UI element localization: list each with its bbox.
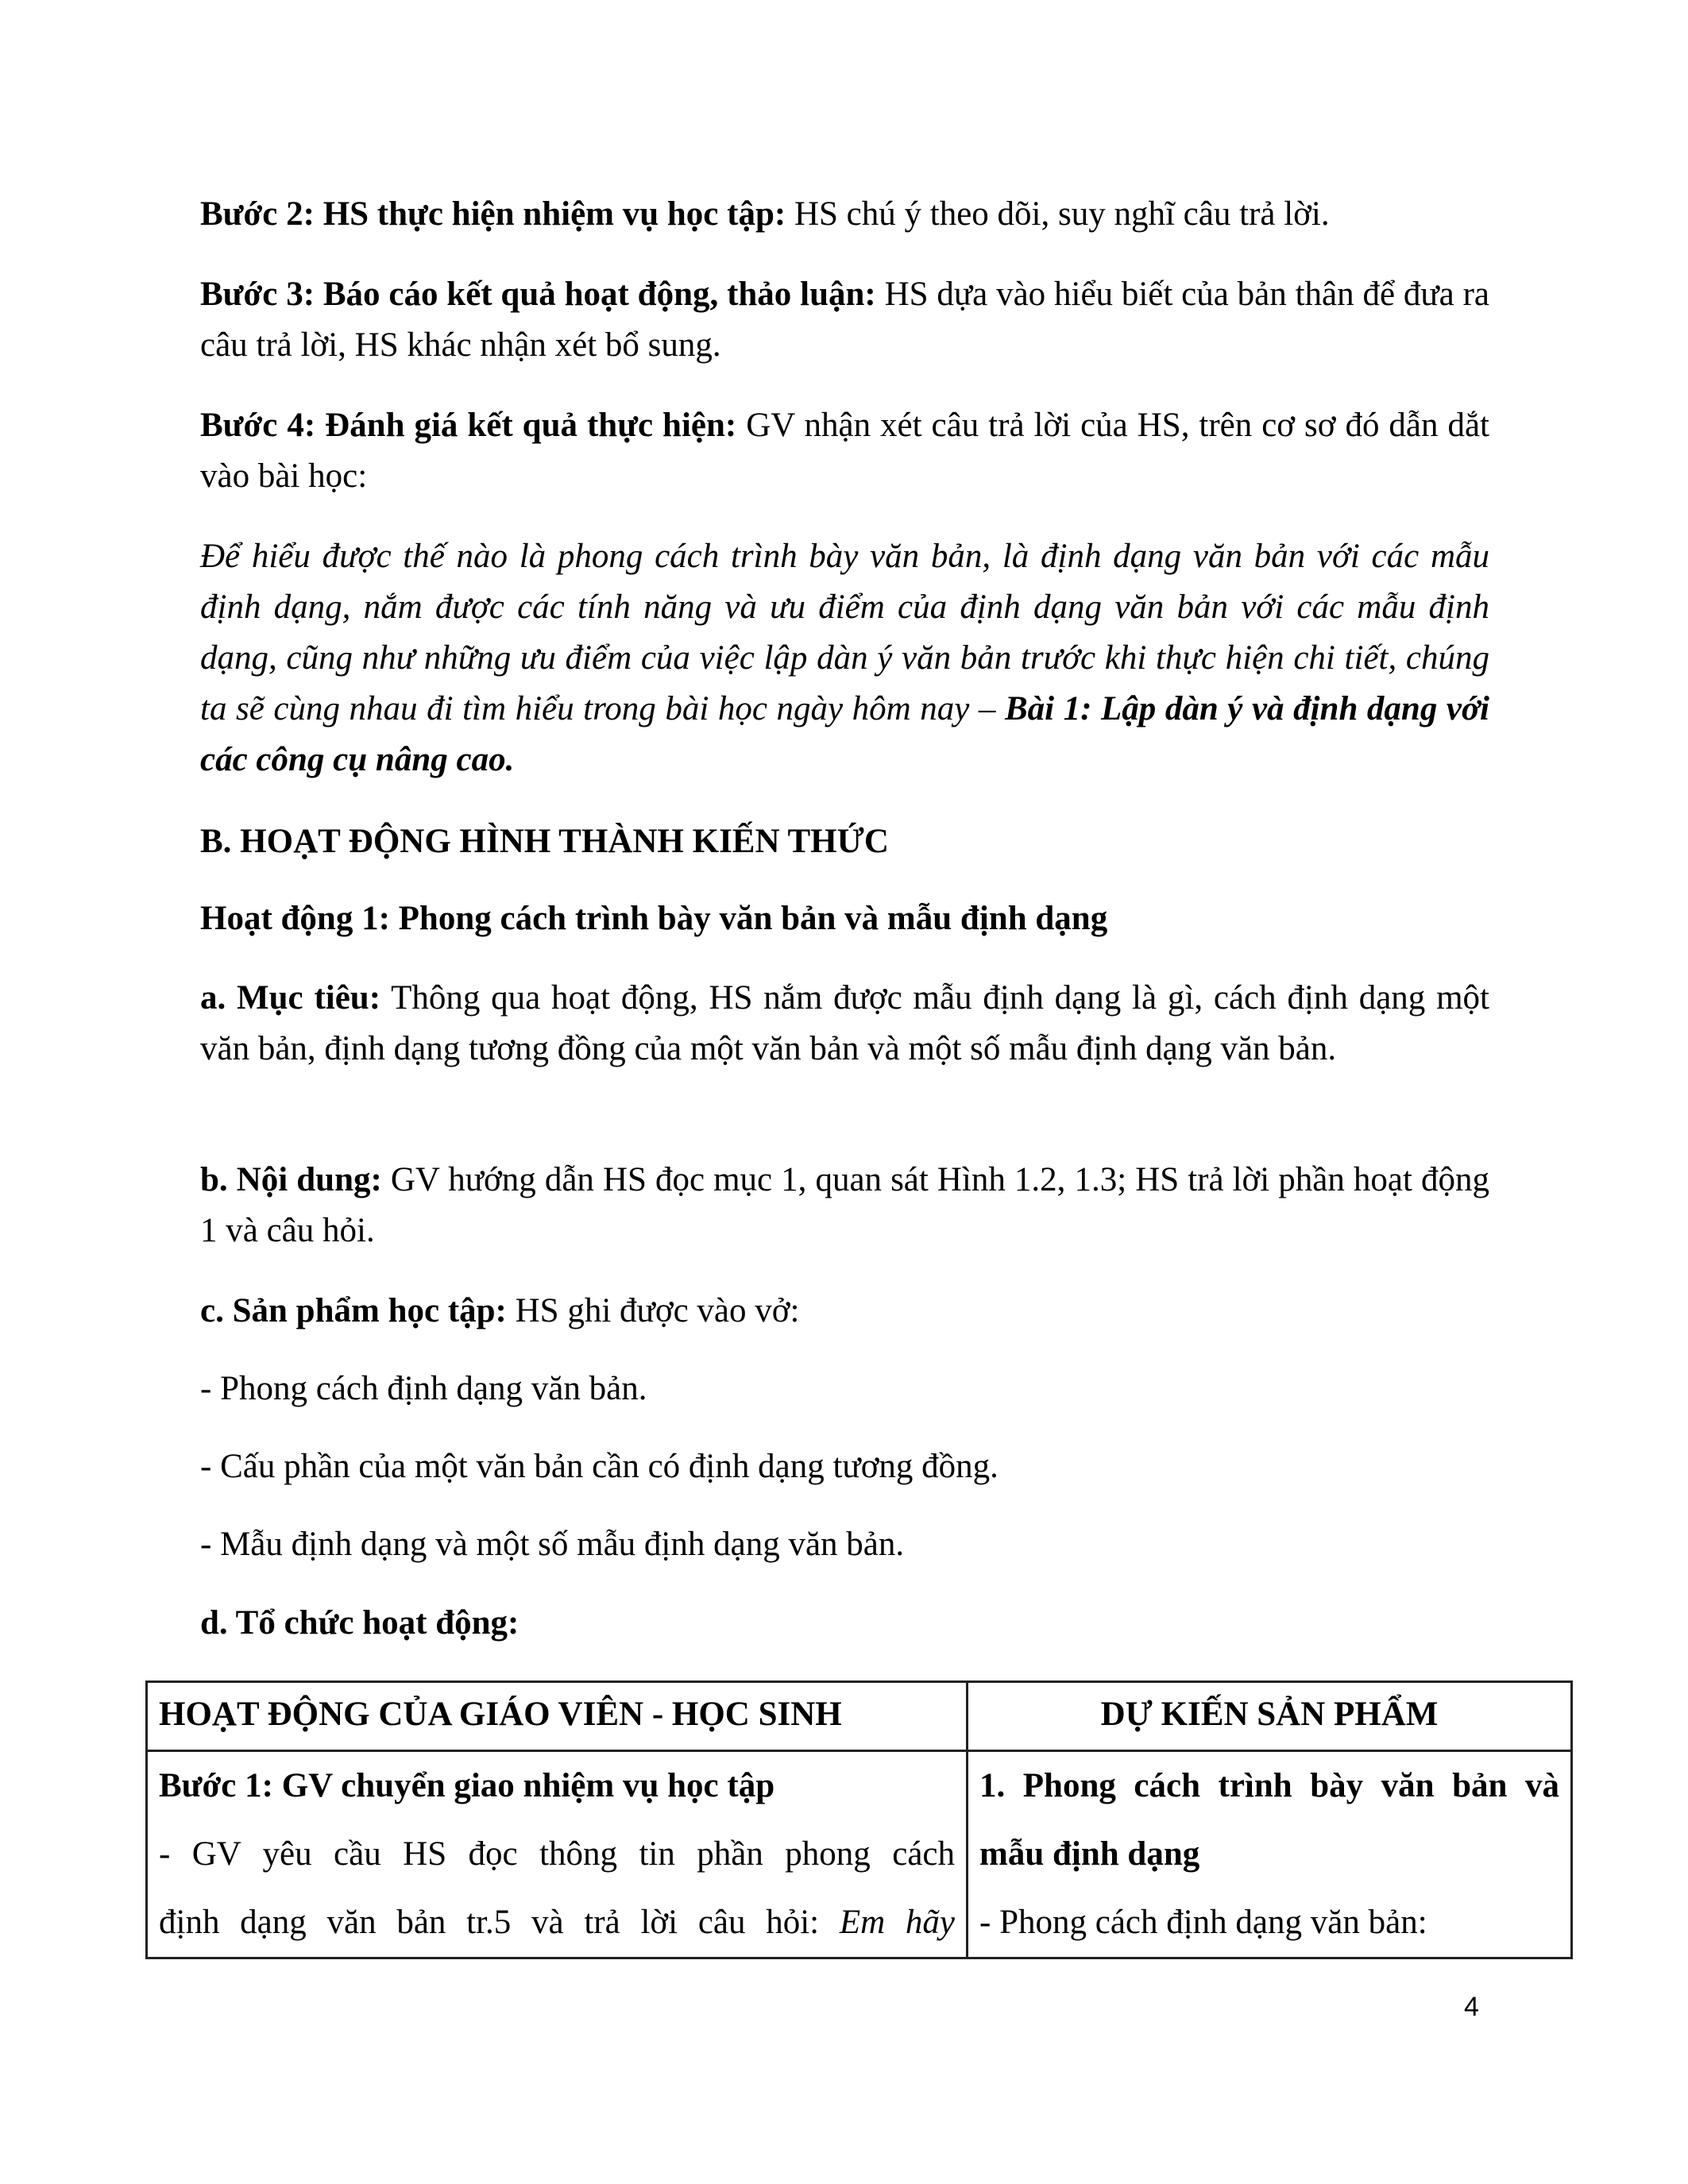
step-1-line: - GV yêu cầu HS đọc thông tin phần phong cách — [159, 1835, 955, 1873]
section-b-heading: B. HOẠT ĐỘNG HÌNH THÀNH KIẾN THỨC — [200, 823, 889, 860]
step-1-line-text: định dạng văn bản tr.5 và trả lời câu hỏi: — [159, 1904, 840, 1941]
paragraph-objective — [200, 973, 1489, 1075]
intro-italic-text: Để hiểu được thế nào là phong cách trình bày văn bản, là định dạng văn bản với các mẫu định dạng, nắm được các tính năng và ưu điểm của định dạng văn bản với các mẫu định dạng, cũng như những ưu điểm của việc lập dàn ý văn bản trước khi thực hiện chi tiết, chúng ta sẽ cùng nhau đi tìm hiểu trong bài học ngày hôm nay – — [200, 538, 1489, 727]
product-item: - Mẫu định dạng và một số mẫu định dạng văn bản. — [200, 1526, 905, 1563]
paragraph-intro — [200, 531, 1489, 785]
paragraph-product — [200, 1286, 1489, 1337]
organization-heading: d. Tổ chức hoạt động: — [200, 1604, 520, 1642]
page-number: 4 — [1464, 1992, 1479, 2022]
step-3-text: HS dựa vào hiểu biết của bản thân để đưa ra câu trả lời, HS khác nhận xét bổ sung. — [200, 276, 1489, 364]
step-3-label: Bước 3: Báo cáo kết quả hoạt động, thảo luận: — [200, 276, 876, 313]
product-label: c. Sản phẩm học tập: — [200, 1292, 507, 1329]
table-cell-product — [968, 1751, 1572, 1958]
step-2-label: Bước 2: HS thực hiện nhiệm vụ học tập: — [200, 195, 786, 233]
product-item: - Phong cách định dạng văn bản. — [200, 1370, 647, 1407]
step-1-line-italic: Em hãy — [839, 1904, 956, 1941]
content-text: GV hướng dẫn HS đọc mục 1, quan sát Hình 1.2, 1.3; HS trả lời phần hoạt động 1 và câu hỏi. — [200, 1161, 1489, 1249]
table-cell-activity — [147, 1751, 968, 1958]
table-row — [147, 1751, 1572, 1958]
paragraph-step-4 — [200, 400, 1489, 502]
content-label: b. Nội dung: — [200, 1161, 382, 1198]
lesson-title: Bài 1: Lập dàn ý và định dạng với các công cụ nâng cao. — [200, 690, 1489, 778]
step-4-text: GV nhận xét câu trả lời của HS, trên cơ sơ đó dẫn dắt vào bài học: — [200, 407, 1489, 495]
step-1-title: Bước 1: GV chuyển giao nhiệm vụ học tập — [159, 1767, 775, 1804]
table-header-teacher-student: HOẠT ĐỘNG CỦA GIÁO VIÊN - HỌC SINH — [147, 1682, 968, 1751]
table-header-expected-product: DỰ KIẾN SẢN PHẨM — [968, 1682, 1572, 1751]
step-2-text: HS chú ý theo dõi, suy nghĩ câu trả lời. — [786, 195, 1330, 233]
product-item: - Cấu phần của một văn bản cần có định dạng tương đồng. — [200, 1448, 999, 1485]
product-text: HS ghi được vào vở: — [506, 1292, 800, 1329]
paragraph-content — [200, 1155, 1489, 1256]
activity-table — [145, 1680, 1573, 1959]
product-section-line: - Phong cách định dạng văn bản: — [979, 1904, 1427, 1941]
objective-label: a. Mục tiêu: — [200, 979, 381, 1017]
table-header-row — [147, 1682, 1572, 1751]
paragraph-step-2 — [200, 189, 1489, 240]
paragraph-step-3 — [200, 269, 1489, 371]
product-section-title: 1. Phong cách trình bày văn bản và — [979, 1767, 1559, 1804]
step-1-line — [159, 1889, 955, 1957]
activity-1-heading: Hoạt động 1: Phong cách trình bày văn bản và mẫu định dạng — [200, 900, 1108, 937]
objective-text: Thông qua hoạt động, HS nắm được mẫu định dạng là gì, cách định dạng một văn bản, định dạng tương đồng của một văn bản và một số mẫu định dạng văn bản. — [200, 979, 1489, 1067]
product-section-title-cont: mẫu định dạng — [979, 1835, 1200, 1873]
step-4-label: Bước 4: Đánh giá kết quả thực hiện: — [200, 407, 737, 444]
